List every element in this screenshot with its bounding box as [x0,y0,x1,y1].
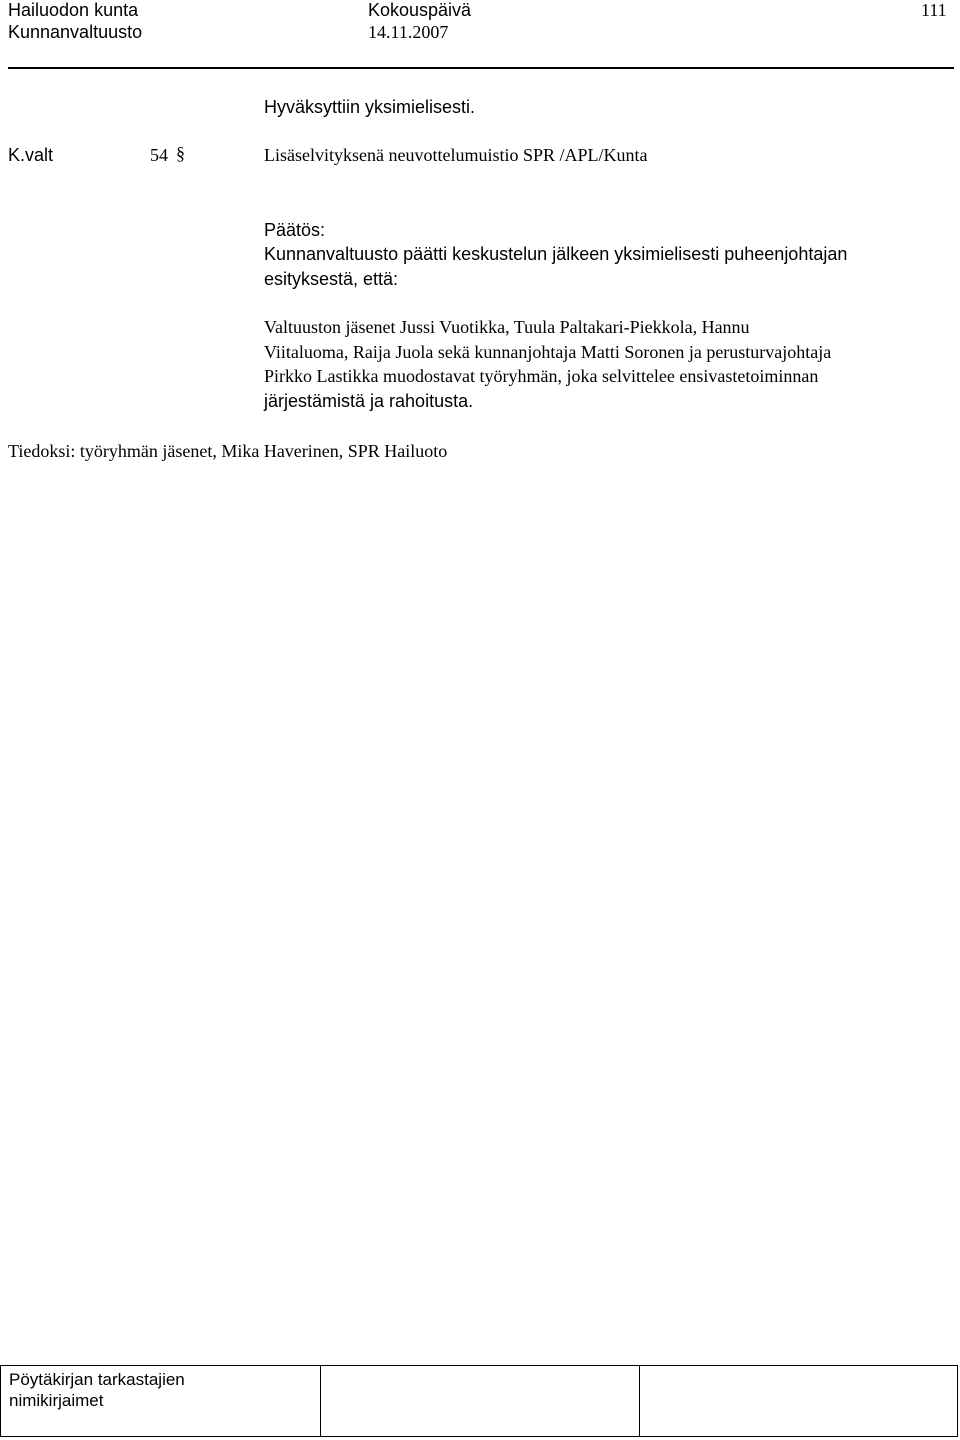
governing-body: Kunnanvaltuusto [8,22,143,42]
decision-body-line: Pirkko Lastikka muodostavat työryhmän, joka selvittelee ensivastetoiminnan [264,366,819,386]
distribution-list: Tiedoksi: työryhmän jäsenet, Mika Haverinen, SPR Hailuoto [8,441,448,461]
meeting-date: 14.11.2007 [368,22,449,42]
decision-intro-line: Kunnanvaltuusto päätti keskustelun jälkeen yksimielisesti puheenjohtajan [264,244,848,264]
item-number: 54 [150,145,168,165]
signature-label-cell [1,1366,321,1437]
section-sign: § [176,143,185,163]
meeting-date-label: Kokouspäivä [368,0,472,20]
page-number: 111 [921,0,947,20]
decision-body-line: järjestämistä ja rahoitusta. [264,390,474,411]
previous-decision: Hyväksyttiin yksimielisesti. [264,97,476,117]
decision-heading: Päätös: [264,220,326,240]
decision-body [264,315,954,413]
decision-body-line: Viitaluoma, Raija Juola sekä kunnanjohtaja Matti Soronen ja perusturvajohtaja [264,341,832,362]
header-divider [8,67,954,69]
signature-label-line: nimikirjaimet [9,1391,104,1410]
decision-intro [264,242,954,291]
signature-cell-2[interactable] [639,1366,957,1437]
municipality-name: Hailuodon kunta [8,0,139,20]
item-organ: K.valt [8,145,54,165]
decision-intro-line: esityksestä, että: [264,268,399,289]
item-title: Lisäselvityksenä neuvottelumuistio SPR /APL/Kunta [264,145,648,165]
signature-label-line: Pöytäkirjan tarkastajien [9,1370,185,1389]
decision-body-line: Valtuuston jäsenet Jussi Vuotikka, Tuula Paltakari-Piekkola, Hannu [264,317,750,337]
signature-box [0,1365,958,1437]
signature-cell-1[interactable] [321,1366,639,1437]
